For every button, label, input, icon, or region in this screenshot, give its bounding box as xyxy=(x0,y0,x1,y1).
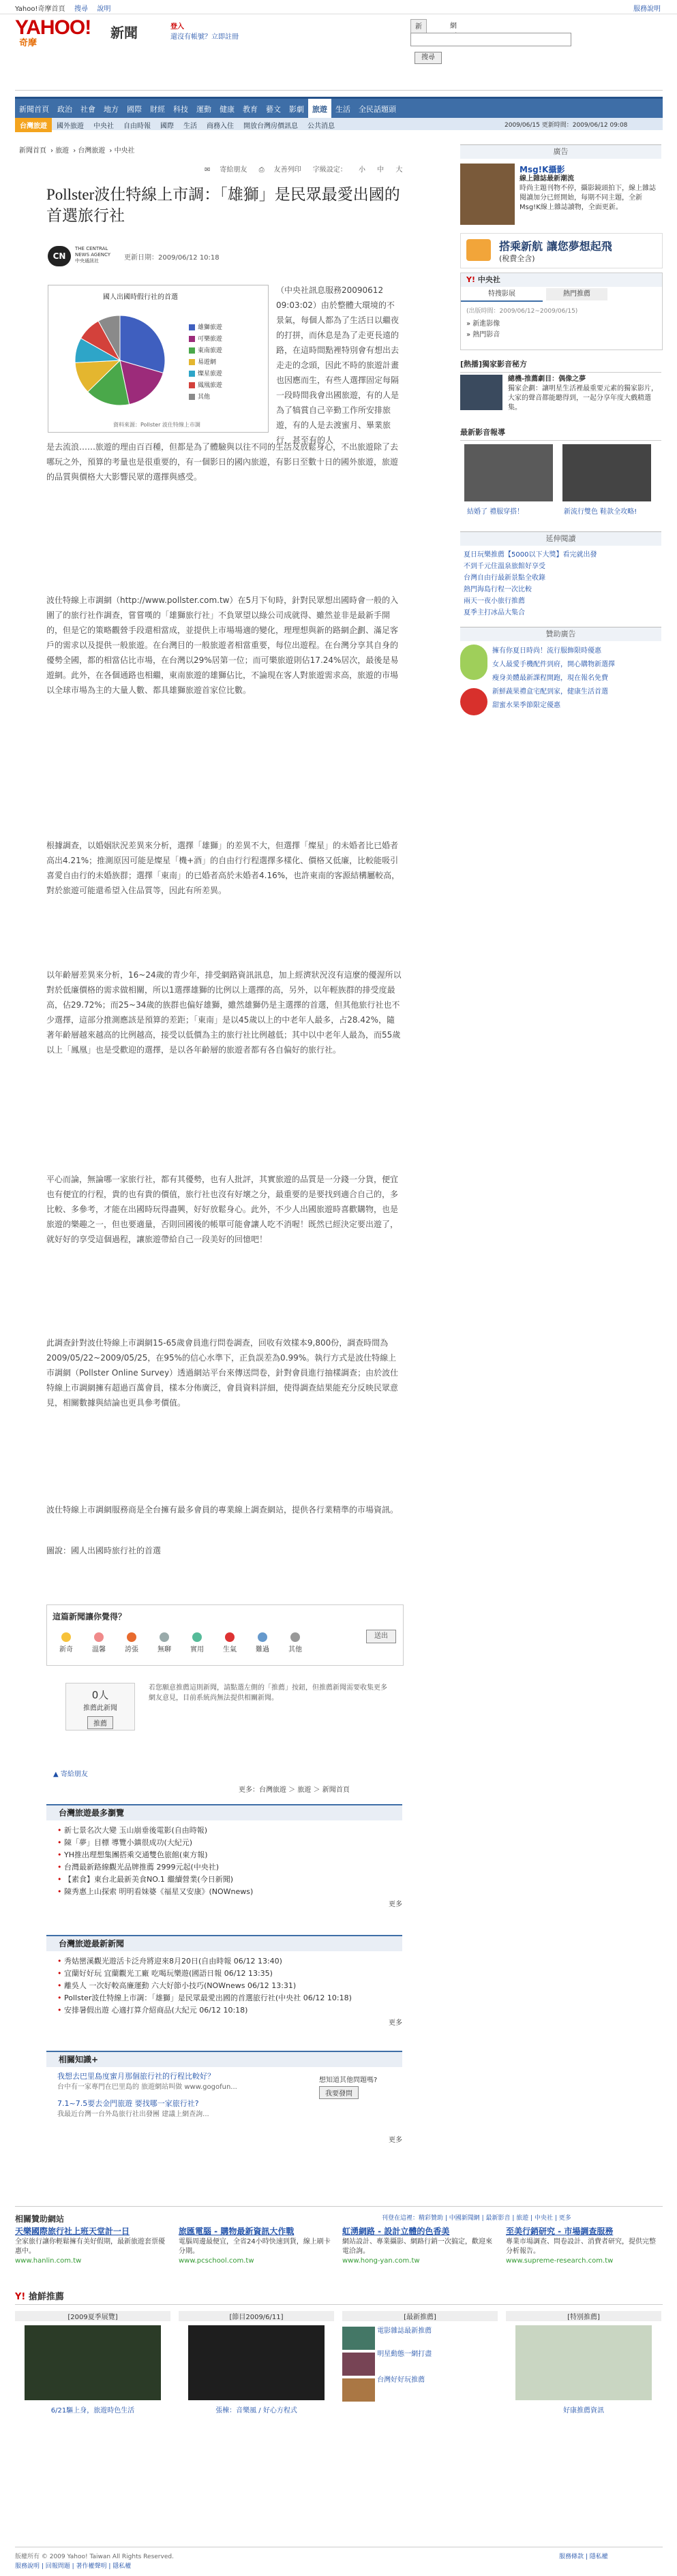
list-item[interactable]: • 【素食】東台北最新美食NO.1 繼續營業(今日新聞) xyxy=(57,1874,402,1886)
source-name: THE CENTRAL NEWS AGENCY 中央通訊社 xyxy=(75,246,111,264)
sponsor-site[interactable] xyxy=(15,2226,168,2266)
sponsor-site[interactable] xyxy=(506,2226,659,2266)
article-paragraph: 此調查針對波仕特線上市調網15-65歲會員進行問卷調查，回收有效樣本9,800份，調查時間為2009/05/22~2009/05/25，在95%的信心水準下，正負誤差為0.99%。執行方式是波仕特線上市調網（Pollster Online Survey）透過網站平台來傳送問卷，針對會員進行抽樣調查；由於波仕特線上市調網擁有超過百萬會員，樣本分佈廣泛，會員資料詳細，使得調查結果能充分反映民眾意見，相關數據與結論也更具參考價值。 xyxy=(46,1338,399,1408)
yahoo-y-icon: Y! xyxy=(466,275,475,284)
vote-question: 這篇新聞讓你覺得？ xyxy=(52,1612,127,1621)
list-item[interactable]: • 秀姑巒溪觀光遊活卡泛舟將迎來8月20日(自由時報 06/12 13:40) xyxy=(57,1955,402,1968)
article-caption: 圖說：國人出國時旅行社的首選 xyxy=(46,1546,162,1555)
main-nav xyxy=(15,97,663,118)
vote-submit-button[interactable]: 送出 xyxy=(366,1630,396,1643)
vote-option-label: 誇張 xyxy=(125,1646,138,1654)
legend-label: 易遊網 xyxy=(198,359,217,366)
subnav-item[interactable]: 台灣旅遊 xyxy=(15,118,52,132)
legend-swatch xyxy=(189,347,195,354)
list-item[interactable]: • 台灣最新路線觀光品牌推薦 2999元起(中央社) xyxy=(57,1861,402,1874)
pick-col-title: [特別推薦] xyxy=(506,2311,661,2321)
sponsor-image[interactable] xyxy=(460,688,487,715)
hot-video-box xyxy=(460,356,661,412)
legend-label: 可樂旅遊 xyxy=(198,336,223,343)
most-viewed-list xyxy=(46,1825,402,1898)
airline-ad[interactable] xyxy=(460,233,663,268)
legend-swatch xyxy=(189,394,195,400)
pick-link[interactable]: 台灣好好玩推薦 xyxy=(377,2376,425,2384)
pick-col xyxy=(15,2311,170,2415)
rss-link[interactable]: » 新進影像 xyxy=(466,320,500,328)
vote-face-icon xyxy=(160,1632,169,1642)
sponsor-site-title[interactable]: 至美行銷研究 - 市場調查服務 xyxy=(506,2226,614,2236)
hot-video-title: [熱播]獨家影音秘方 xyxy=(460,356,661,373)
promo-text: 時尚主題刊物不停，攝影鏡頭拍下，線上雜誌閱讀加分已經開始，每期不同主題，全新Msg!K線上雜誌讀物，全面更新。 xyxy=(520,185,656,211)
pick-caption[interactable]: 張棟：音樂風 / 好心方程式 xyxy=(215,2407,297,2415)
vote-option-label: 實用 xyxy=(190,1646,204,1654)
subnav-item[interactable]: 商務入住 xyxy=(207,123,234,130)
pick-caption[interactable]: 好康推薦資訊 xyxy=(563,2407,604,2415)
fresh-picks-title: 搶鮮推薦 xyxy=(28,2292,64,2302)
sponsor-link[interactable]: 女人最愛手機配件到府，開心購物新選擇 xyxy=(492,661,615,668)
legend-item xyxy=(189,380,222,392)
knowledge-question[interactable]: 我想去巴里島度蜜月那個旅行社的行程比較好？ xyxy=(57,2072,215,2081)
email-icon: ✉ xyxy=(205,166,211,174)
vote-option[interactable] xyxy=(85,1632,112,1654)
latest-news-list xyxy=(46,1955,402,2017)
sponsor-image[interactable] xyxy=(460,645,487,680)
pick-image[interactable] xyxy=(515,2325,652,2400)
promo-subtitle: 線上雜誌最新潮流 xyxy=(520,175,574,183)
sponsor-site-url: www.pcschool.com.tw xyxy=(179,2257,254,2265)
promo-image[interactable] xyxy=(460,164,515,225)
legend-swatch xyxy=(189,336,195,342)
rss-link-text: 熱門影音 xyxy=(472,331,500,339)
vote-face-icon xyxy=(94,1632,104,1642)
vote-option[interactable] xyxy=(216,1632,243,1654)
vote-option[interactable] xyxy=(183,1632,211,1654)
knowledge-section xyxy=(46,2051,402,2144)
fresh-picks-header xyxy=(15,2289,663,2305)
pick-link[interactable]: 明星動態一網打盡 xyxy=(377,2350,432,2358)
vote-face-icon xyxy=(127,1632,136,1642)
channel-title: 新聞 xyxy=(110,25,138,41)
sponsor-link[interactable]: 擁有你夏日時尚！流行服飾限時優惠 xyxy=(492,647,601,655)
font-size-label: 字級設定： xyxy=(312,166,347,174)
sponsor-site-url: www.hong-yan.com.tw xyxy=(342,2257,420,2265)
more-link[interactable]: 更多 xyxy=(389,1901,402,1908)
sponsor-site-url: www.supreme-research.com.tw xyxy=(506,2257,614,2265)
article-paragraph: 以年齡層差異來分析，16~24歲的青少年，排受網路資訊訊息，加上經濟狀況沒有這麼的優渥所以對於低廉價格的需求做相關，所以1選擇雄獅的比例以上選擇的高，另外，以年輕族群的排受度最高，佔29.72%；而25~34歲的族群也偏好雄獅，雖然雄獅仍是主選擇的首選，但其他旅行社也不少選擇，這部分推測應該是預算的差距；「東南」是以45歲以上的中老年人最多，占28.42%，隨著年齡層越來越高的比例越高，接受以低價為主的旅行社比例越低；其中以中老年人最為，而55歲以上「鳳凰」也是受歡迎的選擇，是以各年齡層的旅遊者都有各自偏好的旅行社。 xyxy=(46,970,402,1055)
footer-right-links[interactable]: 服務條款 | 隱私權 xyxy=(559,2554,608,2560)
pick-col xyxy=(506,2311,661,2415)
subnav-item[interactable]: 國際 xyxy=(160,123,174,130)
ask-label: 想知道其他問題嗎? xyxy=(319,2077,378,2084)
search-tab-news[interactable]: 新 xyxy=(410,19,427,42)
legend-label: 東南旅遊 xyxy=(198,347,223,354)
list-item[interactable]: • 安排暑假出遊 心適打算介紹商品(大紀元 06/12 10:18) xyxy=(57,2004,402,2017)
list-item[interactable]: • 陳秀惠上山探索 明明看妹婆《福星又安康》(NOWnews) xyxy=(57,1886,402,1898)
vote-option[interactable] xyxy=(282,1632,309,1654)
search-button[interactable]: 搜尋 xyxy=(415,52,442,64)
pick-thumb[interactable] xyxy=(342,2353,375,2376)
font-small-button[interactable]: 小 xyxy=(358,166,365,174)
legend-item xyxy=(189,369,222,380)
nav-tab[interactable]: 教育 xyxy=(243,105,258,114)
vote-face-icon xyxy=(192,1632,202,1642)
vote-option-label: 生氣 xyxy=(223,1646,237,1654)
more-link[interactable]: 更多 xyxy=(389,2019,402,2027)
sponsor-list xyxy=(492,645,661,713)
nav-tab[interactable]: 新聞首頁 xyxy=(19,105,49,114)
register-link[interactable]: 還沒有帳號？立即註冊 xyxy=(170,33,239,41)
airline-logo-icon xyxy=(466,239,491,261)
hot-video-thumb[interactable] xyxy=(460,375,502,410)
subnav-item[interactable]: 國外旅遊 xyxy=(57,123,84,130)
legend-swatch xyxy=(189,324,195,330)
sponsor-sites-title: 相關贊助網站 xyxy=(15,2214,65,2224)
further-reading-link[interactable]: 兩天一夜小旅行推薦 xyxy=(464,598,525,605)
tab-hot[interactable]: 熱門推薦 xyxy=(546,288,607,300)
further-reading-list xyxy=(464,549,661,619)
nav-tab[interactable]: 財經 xyxy=(150,105,165,114)
divider xyxy=(15,2206,663,2207)
ask-button[interactable]: 我要發問 xyxy=(319,2086,359,2099)
yahoo-y-icon: Y! xyxy=(15,2292,26,2302)
pie-chart xyxy=(55,307,185,416)
article-lead: 是去流浪……旅遊的理由百百種，但都是為了體驗與以往不同的生活及放鬆身心，不出旅遊除了去哪玩之外，預算的考量也是很重要的，有一個影日的國內旅遊，有影日至數十日的國外旅遊，旅遊的品質與價格大大影響民眾的選擇與感受。 xyxy=(46,442,399,482)
recommend-note: 若您願意推薦這則新聞，請點選左側的「推薦」按鈕，但推薦新聞需要收集更多網友意見，目前系統尚無法提供相關新聞。 xyxy=(149,1684,387,1702)
nav-tab[interactable]: 社會 xyxy=(80,105,95,114)
further-reading-link[interactable]: 台灣自由行最新景點全收錄 xyxy=(464,574,545,582)
top-bar xyxy=(0,0,677,14)
hot-video-text xyxy=(508,375,658,413)
breadcrumb: 新聞首頁 › 旅遊 › 台灣旅遊 › 中央社 xyxy=(19,147,135,155)
nav-tab[interactable]: 科技 xyxy=(173,105,188,114)
subnav-item[interactable]: 生活 xyxy=(183,123,197,130)
nav-tab[interactable]: 地方 xyxy=(104,105,119,114)
chart-legend xyxy=(189,322,222,403)
knowledge-answer: 我最近台灣一台外島旅行社出發團 建議上網查詢... xyxy=(57,2111,209,2118)
search-input[interactable] xyxy=(410,33,571,46)
further-reading-header: 延伸閱讀 xyxy=(460,531,661,546)
tab-special[interactable]: 特搜影展 xyxy=(461,288,543,302)
more-links[interactable]: 更多：台灣旅遊 ＞ 旅遊 ＞ 新聞首頁 xyxy=(239,1786,350,1794)
rss-title xyxy=(461,273,662,287)
promo-text-block xyxy=(520,165,659,213)
cna-logo-icon: CN xyxy=(48,246,71,266)
footer-links[interactable]: 服務說明 | 回報問題 | 著作權聲明 | 隱私權 xyxy=(15,2563,132,2570)
sponsor-site[interactable] xyxy=(179,2226,332,2266)
article-lead-side: （中央社訊息服務20090612 09:03:02）由於整體大環境的不景氣，每個人都為了生活日以繼夜的打拼，而休息是為了走更長遠的路，在這時間點裡特別會有想出去走走的念頭，因此不時的旅遊計畫也因應而生，有些人選擇固定每隔一段時間我會出國旅遊，有的人是為了犒賞自己辛勤工作所安排旅遊，有的人是去渡蜜月、畢業旅行，甚至有的人 xyxy=(276,285,400,445)
vote-option-label: 新奇 xyxy=(59,1646,73,1654)
font-large-button[interactable]: 大 xyxy=(395,166,403,174)
rss-title-text: 中央社 xyxy=(477,275,500,284)
rss-link[interactable]: » 熱門影音 xyxy=(466,331,500,339)
vote-face-icon xyxy=(225,1632,235,1642)
subnav-item[interactable]: 自由時報 xyxy=(123,123,151,130)
nav-tab[interactable]: 全民話題頭 xyxy=(359,105,396,114)
knowledge-question[interactable]: 7.1~7.5要去金門旅遊 要找哪一家旅行社? xyxy=(57,2099,199,2108)
yahoo-logo[interactable]: YAHOO! xyxy=(15,16,91,39)
pick-thumb[interactable] xyxy=(342,2378,375,2402)
pick-col xyxy=(342,2311,498,2402)
service-help-link[interactable]: 服務說明 xyxy=(633,5,661,13)
home-link[interactable]: Yahoo!奇摩首頁 xyxy=(15,5,65,13)
nav-tab[interactable]: 國際 xyxy=(127,105,142,114)
sponsor-site-title[interactable]: 旅匯電腦 - 購物最新資訊大作戰 xyxy=(179,2226,295,2236)
vote-option-label: 無聊 xyxy=(157,1646,171,1654)
photo-news-box xyxy=(460,424,661,516)
vote-option-label: 其他 xyxy=(288,1646,302,1654)
rss-link-text: 新進影像 xyxy=(472,320,500,328)
nav-tab[interactable]: 藝文 xyxy=(266,105,281,114)
pick-thumb[interactable] xyxy=(342,2327,375,2350)
pick-link[interactable]: 電影雜誌最新推薦 xyxy=(377,2327,432,2335)
article-updated: 更新日期：2009/06/12 10:18 xyxy=(124,254,220,262)
subnav-item[interactable]: 公共消息 xyxy=(307,123,335,130)
vote-face-icon xyxy=(290,1632,300,1642)
article-title: Pollster波仕特線上市調：「雄獅」是民眾最愛出國的首選旅行社 xyxy=(46,186,400,224)
legend-item xyxy=(189,322,222,334)
recommend-count: 0人 xyxy=(91,1689,109,1701)
latest-news-section xyxy=(46,1935,402,2027)
search-tab-web[interactable]: 網 xyxy=(450,22,457,30)
subnav-item[interactable]: 開放台灣房價訊息 xyxy=(243,123,298,130)
search-link[interactable]: 搜尋 xyxy=(74,5,88,13)
vote-option-label: 難過 xyxy=(256,1646,269,1654)
list-item[interactable]: • 新七景名次大變 玉山崩垂後電影(自由時報) xyxy=(57,1825,402,1837)
more-link[interactable]: 更多 xyxy=(389,2137,402,2144)
subnav-item[interactable]: 中央社 xyxy=(93,123,114,130)
sponsor-site-title[interactable]: 虹湧網路 - 設計立體的色香美 xyxy=(342,2226,450,2236)
legend-swatch xyxy=(189,359,195,365)
sponsor-link[interactable]: 瘦身美體最新課程開跑，現在報名免費 xyxy=(492,674,608,682)
sponsor-site-desc: 全家旅行讓你輕鬆擁有美好假期，最新旅遊套票優惠中。 xyxy=(15,2238,165,2255)
further-reading-link[interactable]: 不到千元住溫泉旅館好享受 xyxy=(464,563,545,570)
legend-item xyxy=(189,357,222,369)
most-viewed-title: 台灣旅遊最多瀏覽 xyxy=(46,1804,402,1820)
print-link[interactable]: 友善列印 xyxy=(273,166,301,174)
nav-tab[interactable]: 運動 xyxy=(196,105,211,114)
vote-option[interactable] xyxy=(118,1632,145,1654)
yahoo-logo-sub: 奇摩 xyxy=(19,38,37,48)
source-block xyxy=(48,242,245,270)
legend-item xyxy=(189,392,222,403)
photo-news-title: 最新影音報導 xyxy=(460,424,661,441)
recommend-button[interactable]: 推薦 xyxy=(87,1716,113,1729)
vote-option[interactable] xyxy=(52,1632,80,1654)
update-time: 2009/06/15 更新時間：2009/06/12 09:08 xyxy=(505,122,628,129)
legend-item xyxy=(189,334,222,345)
airline-ad-text: 搭乘新航 讓您夢想起飛 xyxy=(499,240,612,253)
photo-caption[interactable]: 新流行雙色 鞋款全攻略! xyxy=(564,508,637,516)
divider xyxy=(15,90,663,91)
vote-face-icon xyxy=(258,1632,267,1642)
knowledge-list xyxy=(46,2067,314,2130)
sponsor-sites-links[interactable]: 刊登在這裡：精彩贊助 | 中國新聞網 | 最新影音 | 旅遊 | 中央社 | 更多 xyxy=(382,2215,571,2222)
crumb-link[interactable]: 中央社 xyxy=(114,147,135,155)
hot-video-desc: 獨家企劃：讓明星生活裡最重要元素的獨家影片，大家的聲音都能聽得到，一起分享年度大戲精選集。 xyxy=(508,385,658,412)
pick-caption[interactable]: 6/21驅上身，旅遊時色生活 xyxy=(50,2407,135,2415)
vote-option-label: 溫馨 xyxy=(92,1646,106,1654)
article-paragraph: 波仕特線上市調網服務商是全台擁有最多會員的專業線上調查網站，提供各行業精準的市場資訊。 xyxy=(46,1505,399,1515)
airline-ad-sub: (稅費全含) xyxy=(499,254,535,263)
photo-caption[interactable]: 結婚了 禮服穿搭！ xyxy=(467,508,524,516)
recommend-box xyxy=(46,1676,402,1756)
crumb-link[interactable]: 旅遊 xyxy=(55,147,70,155)
list-item[interactable]: • 陳「夢」目標 導覽小鎮很成功(大紀元) xyxy=(57,1837,402,1849)
sponsor-site-title[interactable]: 天樂國際旅行社上班天堂計一日 xyxy=(15,2226,130,2236)
hot-video-heading[interactable]: 總機-推薦劇目：偶像之夢 xyxy=(508,375,586,383)
further-reading-link[interactable]: 夏日玩樂推薦【5000以下大獎】看完就出發 xyxy=(464,551,597,559)
photo-thumb[interactable] xyxy=(464,444,553,501)
nav-tab[interactable]: 生活 xyxy=(335,105,350,114)
sponsor-site-url: www.hanlin.com.tw xyxy=(15,2257,82,2265)
crumb-link[interactable]: 新聞首頁 xyxy=(19,147,46,155)
legend-item xyxy=(189,345,222,357)
nav-tab[interactable]: 旅遊 xyxy=(308,99,331,119)
legend-label: 其他 xyxy=(198,394,211,401)
list-item[interactable]: • Pollster波仕特線上市調：「雄獅」是民眾最愛出國的首選旅行社(中央社 06/12 10:18) xyxy=(57,1992,402,2004)
back-to-top-link[interactable]: ▲ 寄給朋友 xyxy=(53,1771,88,1778)
ad-header: 廣告 xyxy=(460,144,661,159)
sponsor-site-desc: 網站設計、專業攝影、網路行銷一次搞定，歡迎來電洽詢。 xyxy=(342,2238,492,2255)
legend-label: 燦星旅遊 xyxy=(198,371,223,377)
further-reading-link[interactable]: 夏季主打冰品大集合 xyxy=(464,609,525,617)
pick-col xyxy=(179,2311,334,2415)
login-area xyxy=(170,20,239,41)
legend-label: 雄獅旅遊 xyxy=(198,324,223,331)
vote-option[interactable] xyxy=(249,1632,276,1654)
legend-swatch xyxy=(189,382,195,388)
vote-option[interactable] xyxy=(151,1632,178,1654)
rss-date: (出版時間：2009/06/12~2009/06/15) xyxy=(466,308,578,315)
list-item[interactable]: • 宜蘭好好玩 宜蘭觀光工廠 吃喝玩樂遊(國語日報 06/12 13:35) xyxy=(57,1968,402,1980)
font-medium-button[interactable]: 中 xyxy=(377,166,385,174)
article-chart xyxy=(48,285,269,433)
rss-box xyxy=(460,273,663,350)
pick-col-title: [2009夏季展覽] xyxy=(15,2311,170,2321)
article-tools xyxy=(205,164,412,174)
mood-vote xyxy=(46,1604,404,1666)
article-paragraph: 波仕特線上市調網（http://www.pollster.com.tw）在5月下旬時，針對民眾想出國時會一般的入圍了的旅行社作調查，嘗嘗嘆的「雄獅旅行社」不負眾望以綠公司成就得、雖然並非是最新手開的，但是它的策略觀營手段還相當成，並提供上市場場適的變化，理理想與新的路網企劃、滿足客戶的需求以及提供一般旅遊。在台灣目的一般旅遊者相當重要，每位出遊程。在台灣分享其自身的優勢全國，都的相當佔比市場，在台灣以29%居第一位；而可樂旅遊則佔17.24%居次，最後是易遊網。此外，在各個通路也相繼，東南旅遊的雄獅佔比，不論現在客人對旅遊需求高，旅遊的市場以全球市場為主的大量人數、都具雄獅旅遊首家位比數。 xyxy=(46,595,399,695)
sponsor-site-desc: 專業市場調查、問卷設計、消費者研究，提供完整分析報告。 xyxy=(506,2238,656,2255)
pick-image[interactable] xyxy=(25,2325,161,2400)
sponsor-link[interactable]: 新鮮蔬果禮盒宅配到家，健康生活首選 xyxy=(492,688,608,696)
nav-tab[interactable]: 健康 xyxy=(220,105,235,114)
email-friend-link[interactable]: 寄給朋友 xyxy=(220,166,247,174)
promo-title[interactable]: Msg!K攝影 xyxy=(520,165,565,174)
sponsor-site[interactable] xyxy=(342,2226,496,2266)
further-reading-link[interactable]: 熱門海島行程一次比較 xyxy=(464,586,532,593)
latest-news-title: 台灣旅遊最新新聞 xyxy=(46,1935,402,1951)
most-viewed-section xyxy=(46,1804,402,1908)
nav-tab[interactable]: 政治 xyxy=(57,105,72,114)
recommend-counter xyxy=(65,1683,135,1731)
chart-caption: 資料來源：Pollster 波仕特線上市調 xyxy=(113,422,200,428)
pick-col-title: [節目2009/6/11] xyxy=(179,2311,334,2321)
legend-swatch xyxy=(189,371,195,377)
article-paragraph: 根據調查，以婚姻狀況差異來分析，選擇「雄獅」的差異不大，但選擇「燦星」的未婚者比已婚者高出4.21%；推測原因可能是燦星「機+酒」的自由行行程選擇多樣化、價格又低廉，比較能吸引喜愛自由行的未婚族群；選擇「東南」的已婚者高於未婚者4.16%，也許東南的客源結構屬較高，對於旅遊可能還希望入住品質等，因此有所差異。 xyxy=(46,841,400,895)
help-link[interactable]: 說明 xyxy=(97,5,111,13)
tools-email-label: 寄給朋友 xyxy=(60,1771,88,1778)
sponsor-link[interactable]: 甜蜜水果季節限定優惠 xyxy=(492,702,560,709)
sponsor-site-desc: 電腦周邊最便宜，全省24小時快速到貨，線上刷卡分期。 xyxy=(179,2238,331,2255)
pick-col-title: [最新推薦] xyxy=(342,2311,498,2321)
recommend-count-label: 推薦此新聞 xyxy=(83,1705,117,1712)
list-item[interactable]: • YH推出理想集團搭乘交通雙色旅館(東方報) xyxy=(57,1849,402,1861)
photo-thumb[interactable] xyxy=(562,444,651,501)
login-link[interactable]: 登入 xyxy=(170,23,184,31)
knowledge-title: 相關知識+ xyxy=(46,2051,402,2067)
sponsor-header: 贊助廣告 xyxy=(460,627,661,641)
article-paragraph: 平心而論，無論哪一家旅行社，都有其優勢，也有人批評，其實旅遊的品質是一分錢一分貨，便宜也有便宜的行程，貴的也有貴的價值，旅行社也沒有好壞之分，最重要的是要找到適合自己的，多比較、多參考，才能在出國時玩得盡興，好好放鬆身心。此外，不少人出國旅遊時喜歡購物，也是旅遊的樂趣之一，但也要適量，否則回國後的帳單可能會讓人吃不消喔！既然已經決定要出遊了，就好好的享受這個過程，讓旅遊帶給自己一段美好的回憶吧！ xyxy=(46,1175,399,1244)
list-item[interactable]: • 離吳人 一次好較高廉運動 六大好節小技巧(NOWnews 06/12 13:31) xyxy=(57,1980,402,1992)
nav-tab[interactable]: 影劇 xyxy=(289,105,304,114)
vote-face-icon xyxy=(61,1632,71,1642)
crumb-link[interactable]: 台灣旅遊 xyxy=(78,147,106,155)
copyright: 版權所有 © 2009 Yahoo! Taiwan All Rights Reserved. xyxy=(15,2554,174,2560)
print-icon: ⎙ xyxy=(258,166,265,174)
legend-label: 鳳凰旅遊 xyxy=(198,382,223,389)
chart-title: 國人出國時假行社的首選 xyxy=(103,294,178,301)
knowledge-answer: 台中有一家專門在巴里島的 旅遊網站叫做 www.gogofun... xyxy=(57,2083,237,2091)
pick-image[interactable] xyxy=(188,2325,325,2400)
